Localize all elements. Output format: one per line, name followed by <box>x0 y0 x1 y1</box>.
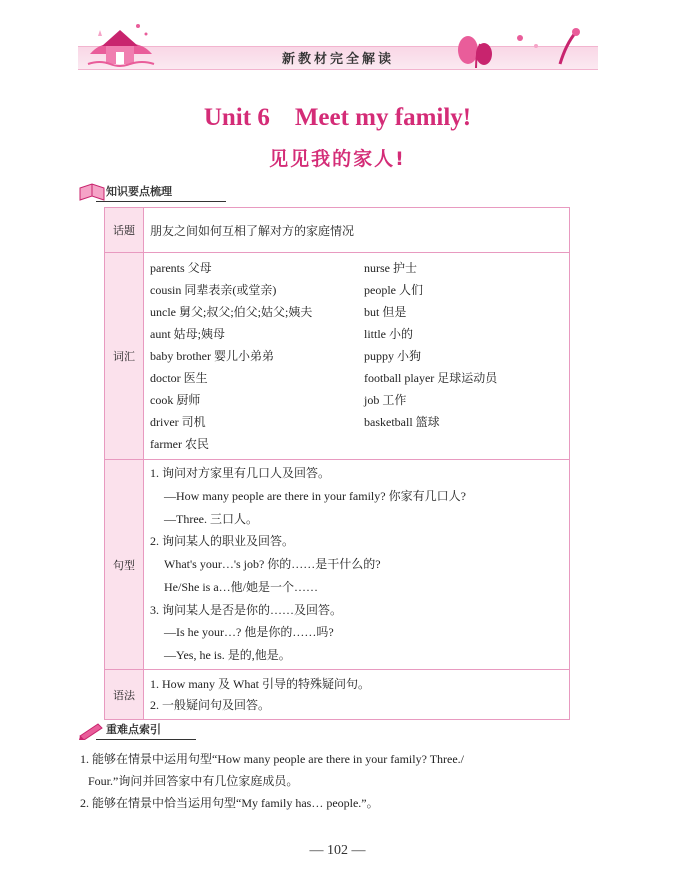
grammar-content <box>144 670 570 720</box>
section-header-key-points <box>78 718 238 740</box>
vocab-item: basketball 篮球 <box>364 415 440 429</box>
vocab-item: parents 父母 <box>150 261 212 275</box>
vocab-column-left <box>150 257 364 455</box>
key-points-list <box>80 748 600 814</box>
key-point-1-continued: Four.”询问并回答家中有几位家庭成员。 <box>88 774 299 788</box>
vocab-item: football player 足球运动员 <box>364 371 498 385</box>
vocab-item: nurse 护士 <box>364 261 417 275</box>
section-underline <box>96 201 226 202</box>
category-sentences: 句型 <box>105 460 144 670</box>
header-title: 新教材完全解读 <box>281 52 394 67</box>
vocab-item: job 工作 <box>364 393 407 407</box>
sentence-line: 3. 询问某人是否是你的……及回答。 <box>150 602 343 617</box>
table-row-topic <box>105 208 570 253</box>
vocab-item: farmer 农民 <box>150 437 209 451</box>
plant-decoration-icon <box>440 24 590 72</box>
vocab-content <box>144 253 570 460</box>
section-underline <box>96 739 196 740</box>
sentence-line: —Is he your…? 他是你的……吗? <box>164 625 334 640</box>
sentence-line: What's your…'s job? 你的……是干什么的? <box>164 557 381 572</box>
table-row-sentences <box>105 460 570 670</box>
key-point-1: 1. 能够在情景中运用句型“How many people are there in your family? Three./ <box>80 752 465 766</box>
vocab-item: cook 厨师 <box>150 393 201 407</box>
book-icon <box>78 180 106 202</box>
sentences-content <box>144 460 570 670</box>
sentence-line: —How many people are there in your family? 你家有几口人? <box>164 488 466 503</box>
category-vocab: 词汇 <box>105 253 144 460</box>
vocab-item: driver 司机 <box>150 415 206 429</box>
vocab-item: aunt 姑母;姨母 <box>150 327 225 341</box>
key-point-2: 2. 能够在情景中恰当运用句型“My family has… people.”。 <box>80 796 379 810</box>
sentence-line: 2. 询问某人的职业及回答。 <box>150 534 295 549</box>
table-row-grammar <box>105 670 570 720</box>
grammar-line: 2. 一般疑问句及回答。 <box>150 697 271 712</box>
vocab-item: puppy 小狗 <box>364 349 422 363</box>
grammar-line: 1. How many 及 What 引导的特殊疑问句。 <box>150 676 370 691</box>
page-number: — 102 — <box>309 843 366 858</box>
vocab-item: but 但是 <box>364 305 407 319</box>
house-icon <box>80 14 160 72</box>
vocab-item: little 小的 <box>364 327 413 341</box>
vocab-item: doctor 医生 <box>150 371 208 385</box>
vocab-item: baby brother 婴儿小弟弟 <box>150 349 274 363</box>
unit-title: Unit 6 Meet my family! <box>203 104 472 131</box>
section-title-knowledge: 知识要点梳理 <box>106 185 172 198</box>
pencil-icon <box>78 720 104 740</box>
section-title-key-points: 重难点索引 <box>106 723 161 736</box>
vocab-column-right <box>364 257 497 455</box>
sentence-line: 1. 询问对方家里有几口人及回答。 <box>150 465 331 480</box>
knowledge-table <box>104 207 570 720</box>
sentence-line: —Three. 三口人。 <box>164 511 258 526</box>
table-row-vocab <box>105 253 570 460</box>
sentence-line: —Yes, he is. 是的,他是。 <box>164 648 291 663</box>
vocab-item: people 人们 <box>364 283 423 297</box>
sentence-line: He/She is a…他/她是一个…… <box>164 579 318 594</box>
topic-content: 朋友之间如何互相了解对方的家庭情况 <box>144 208 570 253</box>
vocab-item: uncle 舅父;叔父;伯父;姑父;姨夫 <box>150 305 313 319</box>
unit-title-chinese: 见见我的家人! <box>269 148 406 170</box>
category-topic: 话题 <box>105 208 144 253</box>
vocab-item: cousin 同辈表亲(或堂亲) <box>150 283 277 297</box>
section-header-knowledge <box>78 180 238 202</box>
category-grammar: 语法 <box>105 670 144 720</box>
